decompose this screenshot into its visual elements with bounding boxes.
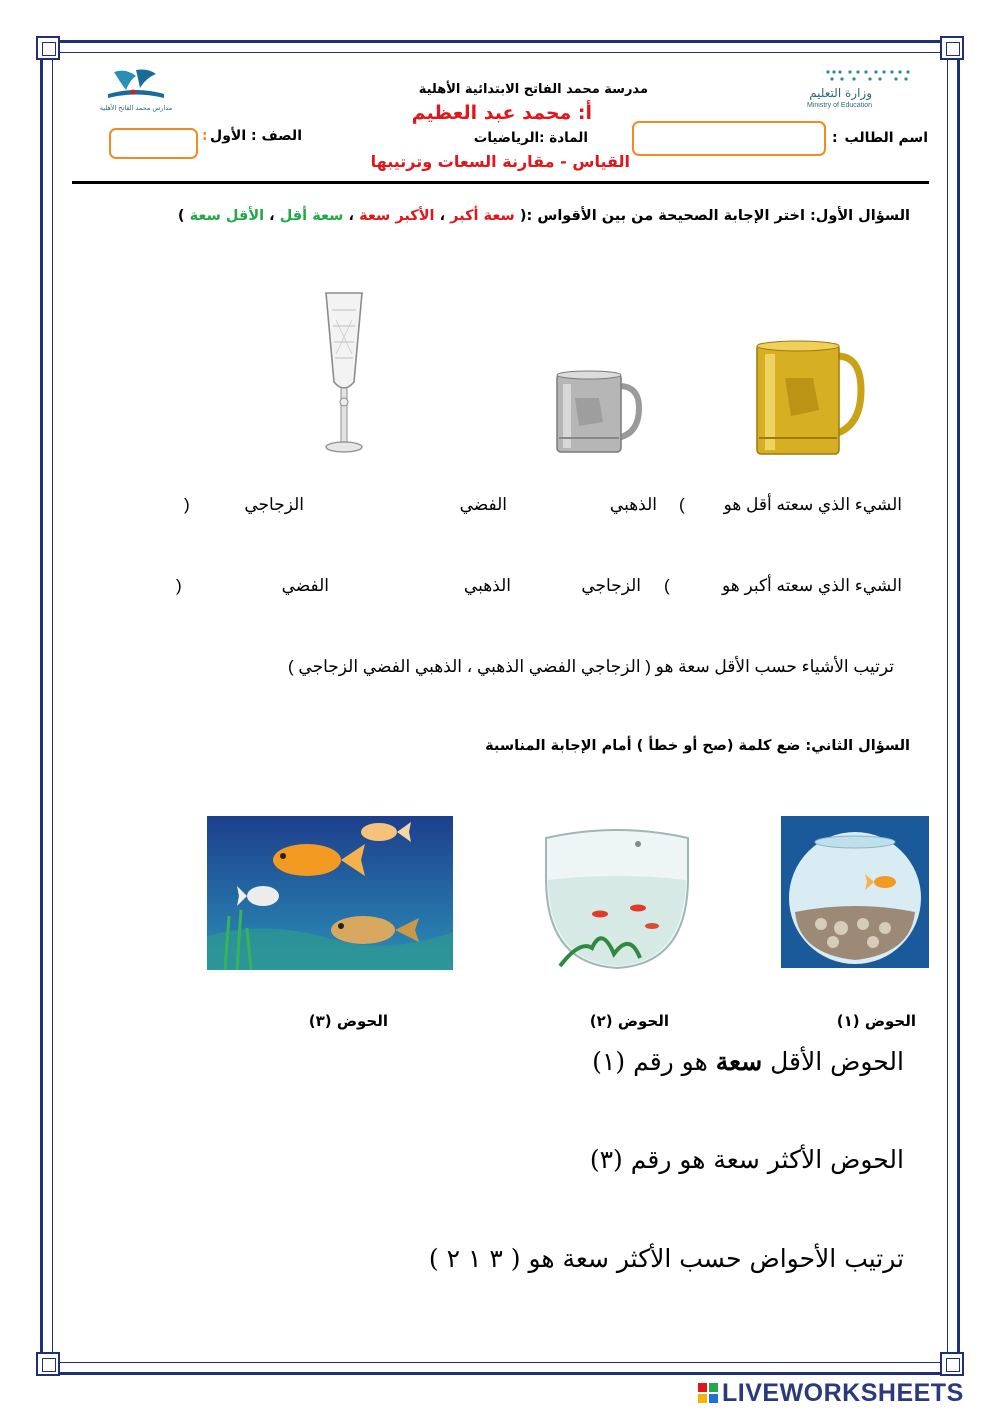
silver-cup-image bbox=[553, 368, 645, 456]
q1-line1-choice-glass[interactable]: الزجاجي bbox=[244, 495, 304, 514]
student-name-input[interactable] bbox=[632, 121, 826, 156]
liveworksheets-icon bbox=[698, 1383, 718, 1403]
grade-label: الصف : الأول bbox=[210, 128, 302, 144]
aquarium-tank-2-image bbox=[540, 822, 694, 970]
q1-line3-order[interactable]: ترتيب الأشياء حسب الأقل سعة هو ( الزجاجي الفضي الذهبي ، الذهبي الفضي الزجاجي ) bbox=[288, 657, 894, 676]
header-divider bbox=[72, 181, 929, 184]
liveworksheets-logo bbox=[698, 1380, 964, 1406]
ministry-name-en: Ministry of Education bbox=[807, 102, 872, 109]
ministry-logo bbox=[780, 66, 920, 114]
q2-statement-2[interactable]: الحوض الأكثر سعة هو رقم (٣) bbox=[589, 1145, 904, 1174]
glass-flute-image bbox=[318, 290, 370, 456]
school-name: مدرسة محمد الفاتح الابتدائية الأهلية bbox=[418, 82, 648, 97]
school-logo-text: مدارس محمد الفاتح الأهلية bbox=[99, 104, 173, 112]
q2-statement-3[interactable]: ترتيب الأحواض حسب الأكثر سعة هو ( ٣ ١ ٢ ) bbox=[428, 1244, 904, 1273]
q1-option-smaller-capacity: سعة أقل bbox=[279, 208, 344, 224]
subject-label: المادة :الرياضيات bbox=[473, 130, 588, 146]
q1-line2-close: ) bbox=[176, 576, 182, 595]
q1-line1-choice-gold[interactable]: الذهبي bbox=[609, 495, 657, 514]
corner-ornament bbox=[940, 36, 964, 60]
q1-close: ) bbox=[177, 208, 185, 224]
corner-ornament bbox=[36, 36, 60, 60]
gold-cup-image bbox=[755, 338, 865, 458]
ministry-name-ar: وزارة التعليم bbox=[809, 86, 872, 100]
grade-input[interactable] bbox=[109, 128, 198, 159]
q1-line1-stem: الشيء الذي سعته أقل هو bbox=[723, 495, 902, 514]
school-logo bbox=[86, 66, 186, 118]
student-name-colon: : bbox=[832, 130, 838, 146]
corner-ornament bbox=[36, 1352, 60, 1376]
q2-statement-1[interactable] bbox=[592, 1047, 904, 1076]
teacher-name: أ: محمد عبد العظيم bbox=[411, 102, 592, 124]
q1-option-smallest-capacity: الأقل سعة bbox=[189, 208, 265, 224]
q2-statement-1-pre: الحوض الأقل bbox=[770, 1047, 904, 1076]
student-name-label: اسم الطالب bbox=[844, 130, 928, 146]
q1-option-bigger-capacity: سعة أكبر bbox=[450, 208, 515, 224]
q1-sep: ، bbox=[348, 208, 355, 224]
tank-1-label: الحوض (١) bbox=[836, 1012, 916, 1030]
q1-line1-open: ( bbox=[679, 495, 685, 514]
q2-statement-1-post: هو رقم (١) bbox=[592, 1047, 708, 1076]
q1-sep: ، bbox=[269, 208, 275, 224]
page-title: القياس - مقارنة السعات وترتيبها bbox=[370, 152, 630, 171]
tank-3-label: الحوض (٣) bbox=[308, 1012, 388, 1030]
grade-colon: : bbox=[202, 128, 208, 144]
q1-line2-open: ( bbox=[664, 576, 670, 595]
q1-line2-choice-glass[interactable]: الزجاجي bbox=[581, 576, 641, 595]
aquarium-tank-3-image bbox=[207, 816, 453, 970]
q1-sep: ، bbox=[439, 208, 446, 224]
q1-prefix: السؤال الأول: اختر الإجابة الصحيحة من بين الأقواس :( bbox=[519, 208, 910, 224]
q1-option-biggest-capacity: الأكبر سعة bbox=[359, 208, 435, 224]
q1-line2-stem: الشيء الذي سعته أكبر هو bbox=[721, 576, 902, 595]
q1-title bbox=[178, 208, 910, 224]
q1-line1-choice-silver[interactable]: الفضي bbox=[459, 495, 507, 514]
q2-title: السؤال الثاني: ضع كلمة (صح أو خطأ ) أمام الإجابة المناسبة bbox=[485, 738, 910, 754]
q2-statement-1-bold: سعة bbox=[715, 1047, 763, 1076]
corner-ornament bbox=[940, 1352, 964, 1376]
q1-line2-choice-gold[interactable]: الذهبي bbox=[463, 576, 511, 595]
aquarium-tank-1-image bbox=[781, 816, 929, 968]
liveworksheets-brand: LIVEWORKSHEETS bbox=[722, 1378, 964, 1407]
q1-line2-choice-silver[interactable]: الفضي bbox=[281, 576, 329, 595]
tank-2-label: الحوض (٢) bbox=[589, 1012, 669, 1030]
q1-line1-close: ) bbox=[184, 495, 190, 514]
